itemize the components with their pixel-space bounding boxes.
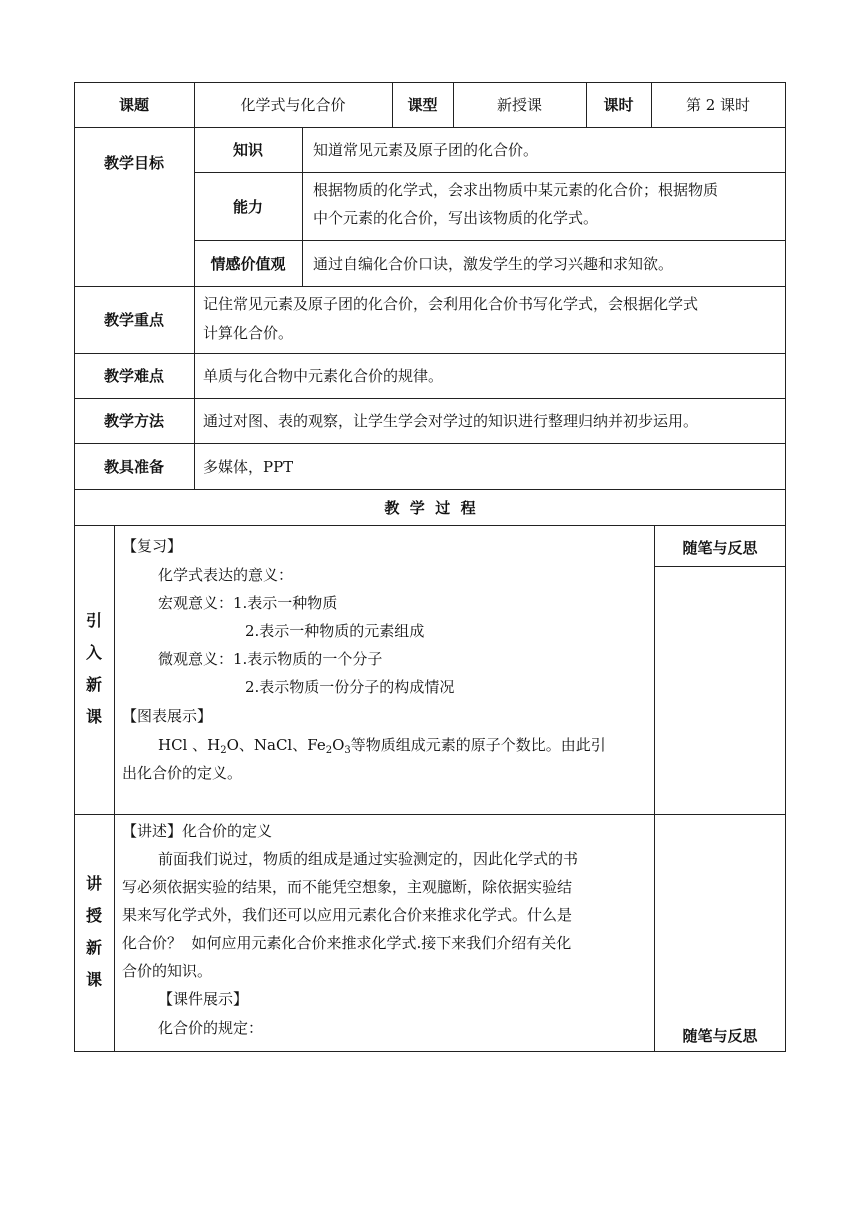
- col-line: [114, 525, 115, 1052]
- emotion-text: 通过自编化合价口诀，激发学生的学习兴趣和求知欲。: [313, 255, 674, 273]
- lecture-label-char: 课: [85, 970, 102, 989]
- ability-label: 能力: [232, 198, 263, 216]
- chart-line1-d: 等物质组成元素的原子个数比。由此引: [350, 736, 606, 754]
- col-line: [194, 286, 195, 490]
- row-line: [74, 489, 786, 490]
- tools-label: 教具准备: [103, 458, 164, 476]
- lecture-label-char: 讲: [85, 874, 102, 893]
- table-border-top: [74, 82, 786, 83]
- knowledge-text: 知道常见元素及原子团的化合价。: [313, 141, 539, 159]
- subscript: 3: [344, 745, 351, 756]
- table-border-right: [785, 82, 786, 1052]
- intro-vertical-label: [74, 605, 114, 733]
- lecture-vertical-label: [74, 868, 114, 996]
- row-line: [74, 353, 786, 354]
- lecture-label-char: 授: [85, 906, 102, 925]
- row-line: [74, 814, 786, 815]
- difficulties-label: 教学难点: [103, 367, 164, 385]
- topic-label: 课题: [118, 96, 149, 114]
- lecture-heading: 【讲述】化合价的定义: [122, 822, 273, 840]
- lecture-label-char: 新: [85, 938, 102, 957]
- row-line: [74, 127, 786, 128]
- difficulties-text: 单质与化合物中元素化合价的规律。: [203, 367, 444, 385]
- emotion-label: 情感价值观: [210, 255, 286, 273]
- process-title: 教 学 过 程: [384, 499, 476, 517]
- tools-text: 多媒体，PPT: [203, 458, 294, 476]
- row-line: [74, 398, 786, 399]
- lecture-p1-line2: 写必须依据实验的结果，而不能凭空想象，主观臆断，除依据实验结: [122, 878, 573, 896]
- chart-line1-b: O、NaCl、Fe: [226, 736, 326, 754]
- row-line: [654, 566, 786, 567]
- chart-line1-c: O: [332, 736, 345, 754]
- type-value: 新授课: [496, 96, 542, 114]
- period-value: 第 2 课时: [685, 96, 751, 114]
- period-label: 课时: [603, 96, 634, 114]
- col-line: [302, 127, 303, 287]
- key-points-line2: 计算化合价。: [203, 324, 294, 342]
- intro-label-char: 引: [85, 611, 102, 630]
- lecture-p1-line3: 果来写化学式外，我们还可以应用元素化合价来推求化学式。什么是: [122, 906, 573, 924]
- macro-line1: 宏观意义：1.表示一种物质: [158, 594, 338, 612]
- subscript: 2: [325, 745, 333, 756]
- intro-label-char: 新: [85, 675, 102, 694]
- meaning-text: 化学式表达的意义：: [158, 566, 294, 584]
- ability-line1: 根据物质的化学式，会求出物质中某元素的化合价；根据物质: [313, 181, 719, 199]
- notes-label-bottom: 随笔与反思: [682, 1027, 758, 1045]
- intro-label-char: 入: [85, 643, 102, 662]
- method-text: 通过对图、表的观察，让学生学会对学过的知识进行整理归纳并初步运用。: [203, 412, 699, 430]
- ability-line2: 中个元素的化合价，写出该物质的化学式。: [313, 209, 599, 227]
- rule-text: 化合价的规定：: [158, 1019, 264, 1037]
- chart-heading: 【图表展示】: [122, 707, 213, 725]
- method-label: 教学方法: [103, 412, 164, 430]
- notes-label-top: 随笔与反思: [682, 539, 758, 557]
- row-line: [74, 443, 786, 444]
- micro-line1: 微观意义：1.表示物质的一个分子: [158, 650, 383, 668]
- key-points-line1: 记住常见元素及原子团的化合价，会利用化合价书写化学式，会根据化学式: [203, 295, 699, 313]
- lecture-p1-line4: 化合价？ 如何应用元素化合价来推求化学式.接下来我们介绍有关化: [122, 934, 572, 952]
- row-line: [74, 525, 786, 526]
- intro-label-char: 课: [85, 707, 102, 726]
- chart-line1-a: HCl 、H: [158, 736, 221, 754]
- chart-line1: [158, 734, 606, 762]
- courseware-heading: 【课件展示】: [158, 990, 249, 1008]
- micro-line2: 2.表示物质一份分子的构成情况: [245, 678, 455, 696]
- lecture-p1-line5: 合价的知识。: [122, 962, 213, 980]
- macro-line2: 2.表示一种物质的元素组成: [245, 622, 425, 640]
- subscript: 2: [220, 745, 227, 756]
- chart-line2: 出化合价的定义。: [122, 764, 243, 782]
- type-label: 课型: [407, 96, 438, 114]
- row-line: [194, 240, 786, 241]
- row-line: [74, 286, 786, 287]
- review-heading: 【复习】: [122, 537, 183, 555]
- goals-label: 教学目标: [103, 154, 164, 172]
- key-points-label: 教学重点: [103, 311, 164, 329]
- row-line: [194, 172, 786, 173]
- knowledge-label: 知识: [232, 141, 263, 159]
- table-border-bottom: [74, 1051, 786, 1052]
- topic-value: 化学式与化合价: [240, 96, 346, 114]
- lecture-p1-line1: 前面我们说过，物质的组成是通过实验测定的，因此化学式的书: [158, 850, 579, 868]
- col-line: [654, 525, 655, 1052]
